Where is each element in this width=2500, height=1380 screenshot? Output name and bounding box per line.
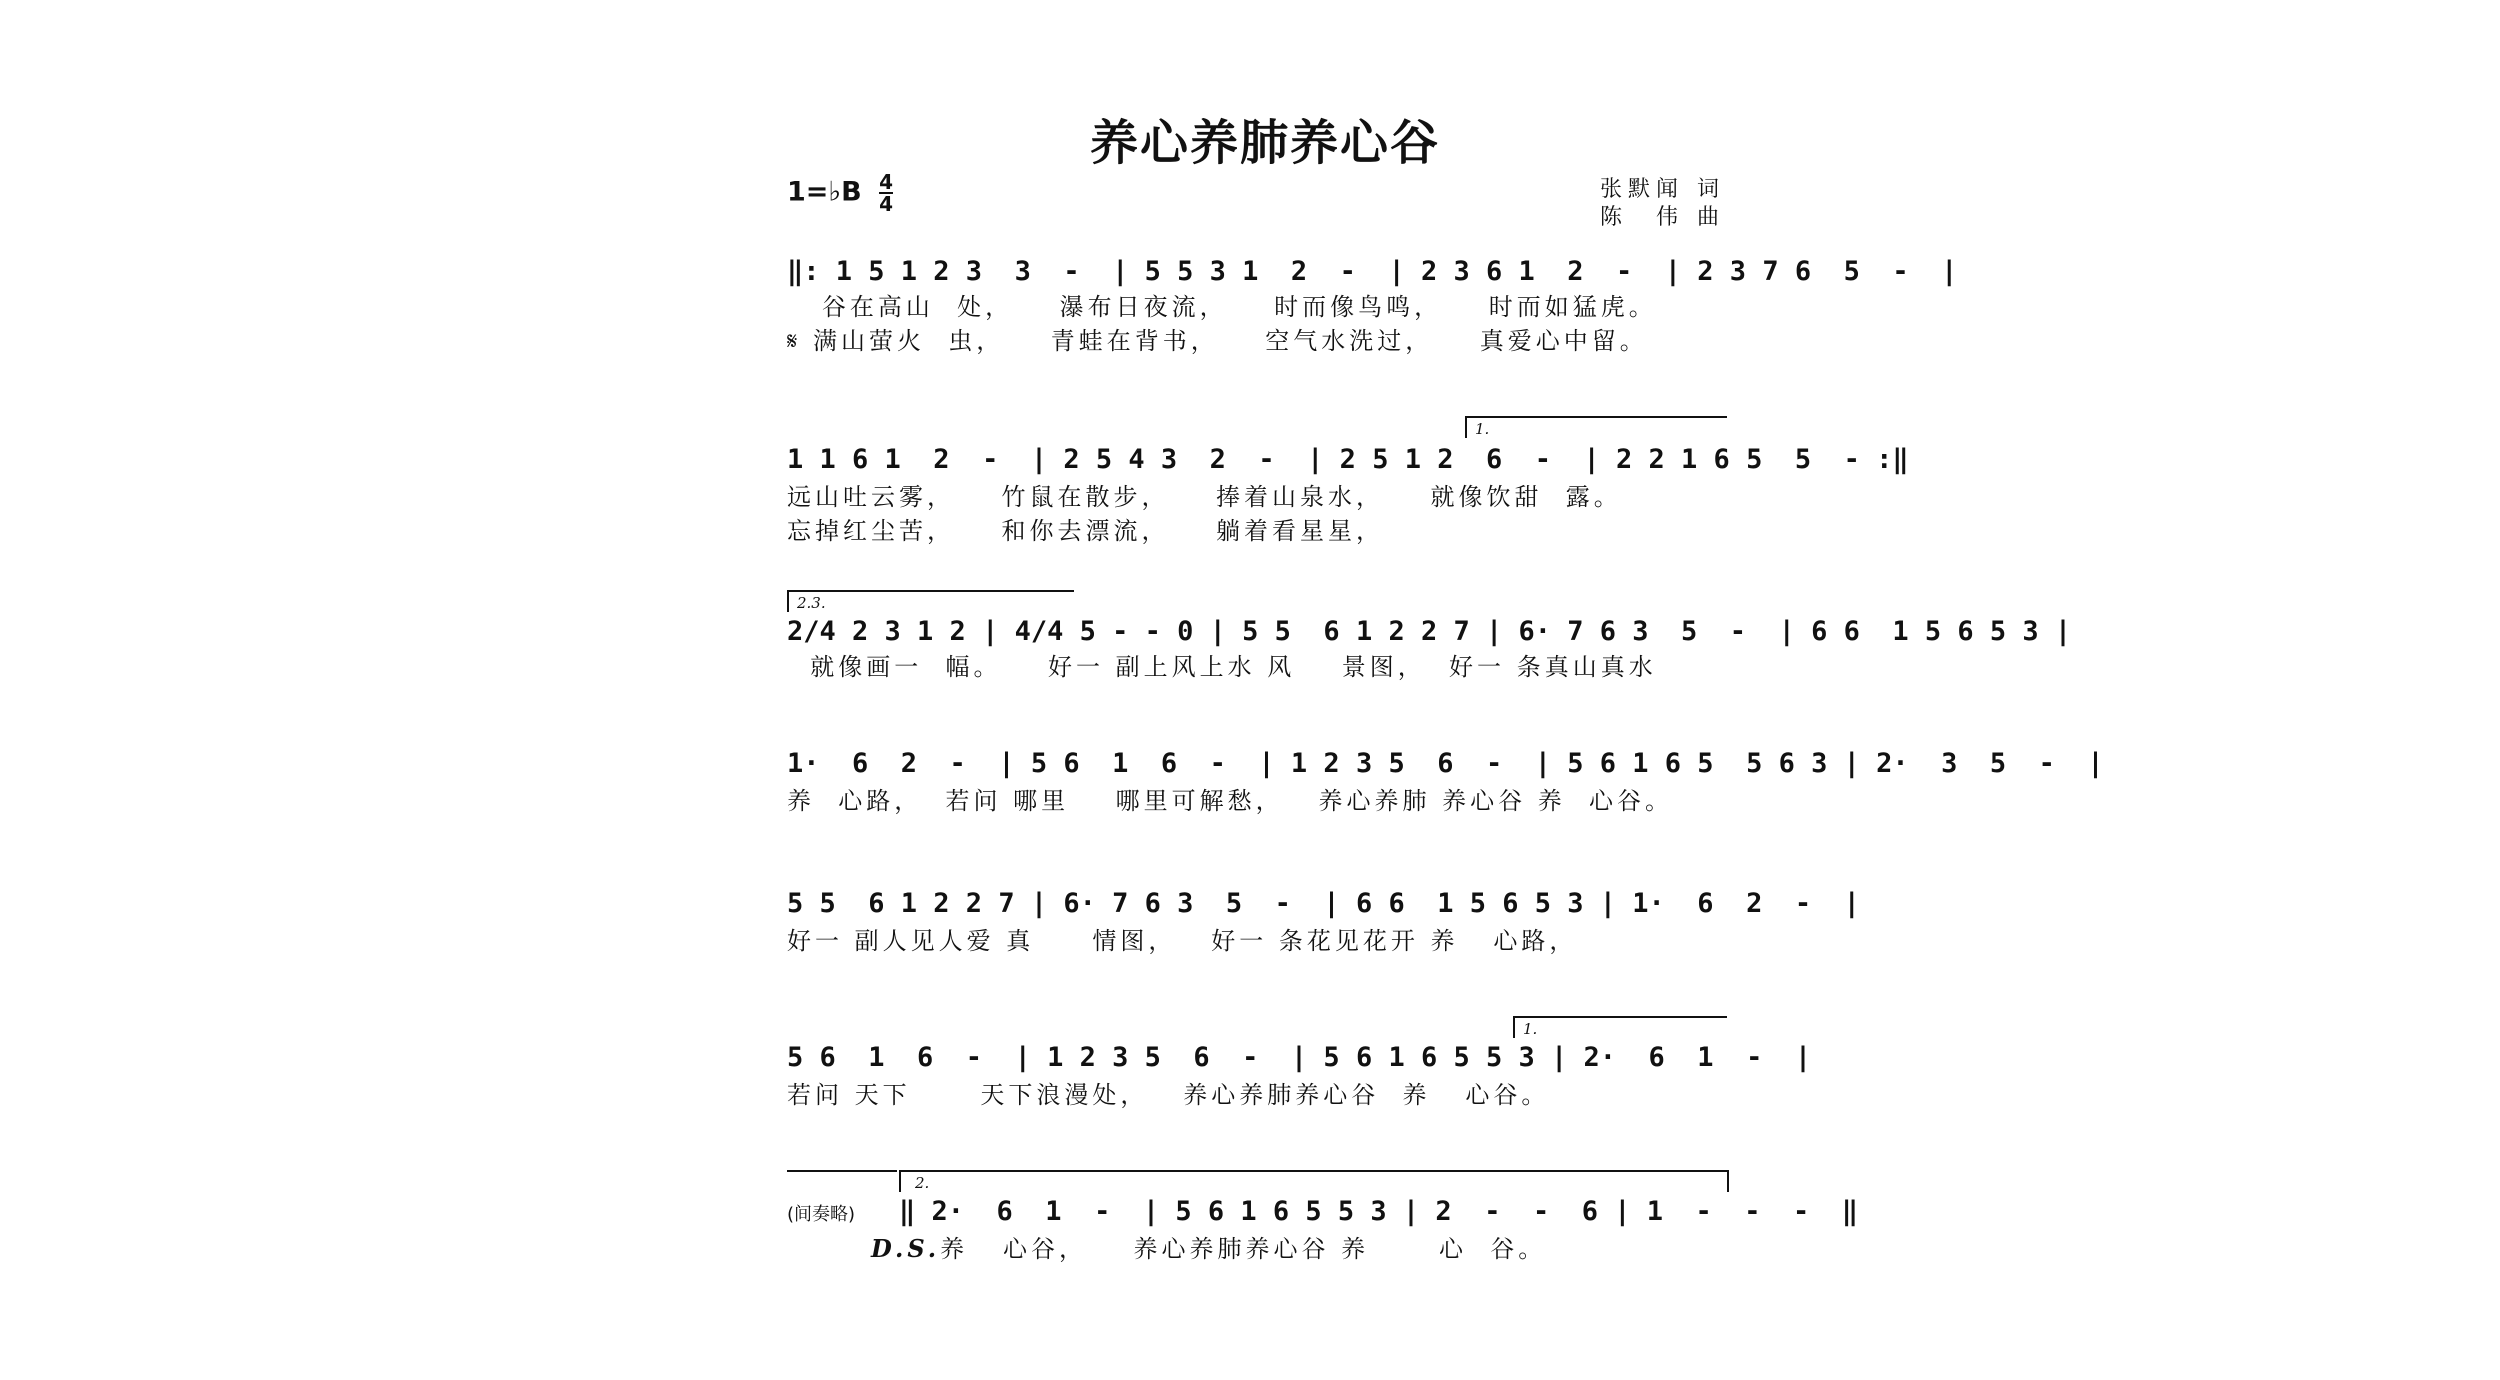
- lyric-line-5: 好一 副人见人爱 真 情图， 好一 条花见花开 养 心路，: [787, 927, 1578, 955]
- notation-line-2: 1 1 6 1 2 - | 2 5 4 3 2 - | 2 5 1 2 6 - | 2 2 1 6 5 5 - :‖: [787, 444, 1909, 475]
- notation-line-4: 1· 6 2 - | 5 6 1 6 - | 1 2 3 5 6 - | 5 6 1 6 5 5 6 3 | 2· 3 5 - |: [787, 748, 2104, 779]
- interlude-note: (间奏略): [787, 1204, 856, 1225]
- lyric-line-2b: 忘掉红尘苦， 和你去漂流， 躺着看星星，: [787, 517, 1385, 545]
- song-title: 养心养肺养心谷: [1089, 115, 1440, 171]
- key-signature: [787, 172, 893, 214]
- volta-bracket-1b: [1513, 1016, 1727, 1038]
- dal-segno-mark: D.S.: [871, 1234, 941, 1263]
- volta-label-1b: 1.: [1523, 1020, 1538, 1038]
- meter-bottom: 4: [879, 192, 894, 216]
- lyric-line-3: 就像画一 幅。 好一 副上风上水 风 景图， 好一 条真山真水: [787, 653, 1657, 681]
- volta-bracket-1: [1465, 416, 1727, 438]
- notation-line-5: 5 5 6 1 2 2 7 | 6· 7 6 3 5 - | 6 6 1 5 6 5 3 | 1· 6 2 - |: [787, 888, 1860, 919]
- lyric-line-2a: 远山吐云雾， 竹鼠在散步， 捧着山泉水， 就像饮甜 露。: [787, 483, 1622, 511]
- time-signature: [879, 172, 893, 214]
- volta-label-1: 1.: [1475, 420, 1490, 438]
- volta-label-2: 2.: [915, 1174, 930, 1192]
- composer-credit: 陈 伟 曲: [1600, 205, 1725, 230]
- notation-line-6: 5 6 1 6 - | 1 2 3 5 6 - | 5 6 1 6 5 5 3 | 2· 6 1 - |: [787, 1042, 1812, 1073]
- lyricist-credit: 张默闻 词: [1600, 177, 1725, 202]
- lyric-line-7: [871, 1232, 1821, 1266]
- score-sheet: [775, 0, 2104, 1380]
- notation-line-7: ‖ 2· 6 1 - | 5 6 1 6 5 5 3 | 2 - - 6 | 1 - - - ‖: [899, 1196, 1859, 1227]
- lyric-line-7-text: 养 心谷， 养心养肺养心谷 养 心 谷。: [940, 1235, 1547, 1263]
- interlude-rule: [787, 1170, 897, 1172]
- volta-bracket-2: [899, 1170, 1729, 1192]
- notation-line-1: ‖: 1 5 1 2 3 3 - | 5 5 3 1 2 - | 2 3 6 1 2 - | 2 3 7 6 5 - |: [787, 256, 1958, 287]
- key-label: 1=♭B: [787, 176, 862, 208]
- lyric-line-6: 若问 天下 天下浪漫处， 养心养肺养心谷 养 心谷。: [787, 1081, 1550, 1109]
- notation-line-3: 2/4 2 3 1 2 | 4/4 5 - - 0 | 5 5 6 1 2 2 7 | 6· 7 6 3 5 - | 6 6 1 5 6 5 3 |: [787, 616, 2072, 647]
- lyric-line-4: 养 心路， 若问 哪里 哪里可解愁， 养心养肺 养心谷 养 心谷。: [787, 787, 1674, 815]
- meter-top: 4: [879, 170, 894, 194]
- volta-label-23: 2.3.: [797, 594, 826, 612]
- lyric-line-1b: 𝄋 满山萤火 虫， 青蛙在背书， 空气水洗过， 真爱心中留。: [787, 327, 1648, 355]
- lyric-line-1a: 谷在高山 处， 瀑布日夜流， 时而像鸟鸣， 时而如猛虎。: [787, 293, 1657, 321]
- volta-bracket-23: [787, 590, 1074, 612]
